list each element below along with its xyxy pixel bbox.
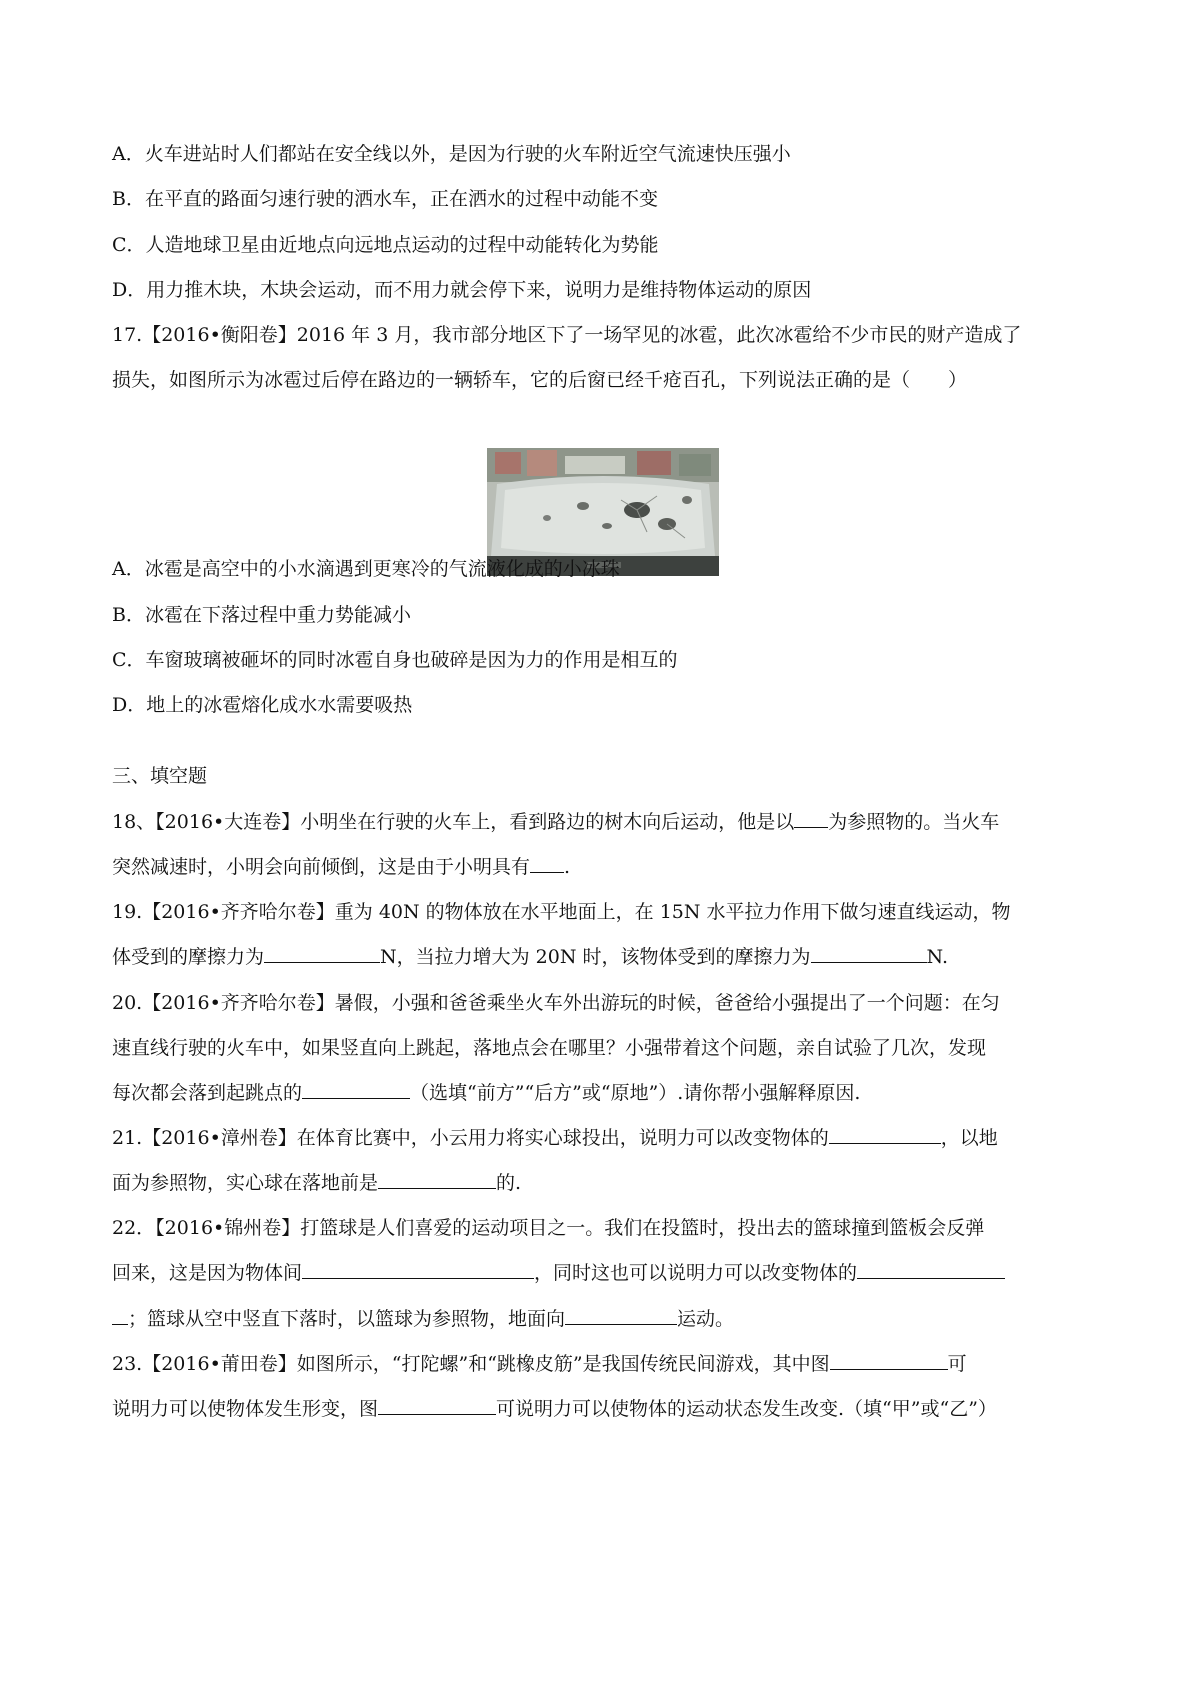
q18-blank-2[interactable] bbox=[530, 854, 564, 873]
q21-text-a: 21.【2016•漳州卷】在体育比赛中，小云用力将实心球投出，说明力可以改变物体的 bbox=[112, 1127, 829, 1149]
q17-option-a: A．冰雹是高空中的小水滴遇到更寒冷的气流液化成的小冰珠 bbox=[112, 558, 620, 580]
q17-option-b: B．冰雹在下落过程中重力势能减小 bbox=[112, 604, 411, 626]
q23-blank-1[interactable] bbox=[830, 1351, 948, 1370]
q18-text-b: 为参照物的。当火车 bbox=[828, 811, 1000, 833]
q23-line1 bbox=[112, 1350, 1102, 1378]
q20-blank-1[interactable] bbox=[302, 1080, 410, 1099]
q20-line3 bbox=[112, 1079, 1102, 1107]
q17-stem-line1: 17.【2016•衡阳卷】2016 年 3 月，我市部分地区下了一场罕见的冰雹，此次冰雹给不少市民的财产造成了 bbox=[112, 324, 1022, 346]
q20-line2: 速直线行驶的火车中，如果竖直向上跳起，落地点会在哪里？小强带着这个问题，亲自试验了几次，发现 bbox=[112, 1037, 987, 1059]
q19-blank-1[interactable] bbox=[264, 944, 380, 963]
q18-text-d: . bbox=[564, 856, 571, 878]
q22-text-a: 回来，这是因为物体间 bbox=[112, 1262, 303, 1284]
q18-line1 bbox=[112, 808, 1102, 836]
q17-option-c: C．车窗玻璃被砸坏的同时冰雹自身也破碎是因为力的作用是相互的 bbox=[112, 649, 678, 671]
q22-line1: 22．【2016•锦州卷】打篮球是人们喜爱的运动项目之一。我们在投篮时，投出去的篮球撞到篮板会反弹 bbox=[112, 1217, 985, 1239]
q22-text-d: 运动。 bbox=[677, 1308, 735, 1330]
q22-blank-2-cont[interactable] bbox=[112, 1306, 128, 1325]
q17-stem-line2: 损失，如图所示为冰雹过后停在路边的一辆轿车，它的后窗已经千疮百孔，下列说法正确的是（ ） bbox=[112, 369, 968, 391]
q23-blank-2[interactable] bbox=[378, 1396, 496, 1415]
q23-line2 bbox=[112, 1395, 1102, 1423]
q22-blank-3[interactable] bbox=[565, 1306, 677, 1325]
q19-line2 bbox=[112, 943, 1102, 971]
q21-blank-2[interactable] bbox=[378, 1170, 496, 1189]
q16-option-b: B．在平直的路面匀速行驶的洒水车，正在洒水的过程中动能不变 bbox=[112, 188, 658, 210]
q22-text-c: ；篮球从空中竖直下落时，以篮球为参照物，地面向 bbox=[128, 1308, 566, 1330]
q21-text-d: 的. bbox=[496, 1172, 522, 1194]
q16-option-d: D．用力推木块，木块会运动，而不用力就会停下来，说明力是维持物体运动的原因 bbox=[112, 279, 812, 301]
q19-blank-2[interactable] bbox=[811, 944, 927, 963]
q22-text-b: ，同时这也可以说明力可以改变物体的 bbox=[534, 1262, 858, 1284]
q18-line2 bbox=[112, 853, 1102, 881]
q19-text-a: 体受到的摩擦力为 bbox=[112, 946, 265, 968]
q21-blank-1[interactable] bbox=[829, 1125, 941, 1144]
q17-option-d: D．地上的冰雹熔化成水水需要吸热 bbox=[112, 694, 413, 716]
q18-blank-1[interactable] bbox=[794, 809, 828, 828]
q23-text-b: 可 bbox=[947, 1353, 967, 1375]
q23-text-d: 可说明力可以使物体的运动状态发生改变.（填“甲”或“乙”） bbox=[496, 1398, 997, 1420]
q20-text-b: （选填“前方”“后方”或“原地”）.请你帮小强解释原因. bbox=[410, 1082, 861, 1104]
q21-text-c: 面为参照物，实心球在落地前是 bbox=[112, 1172, 379, 1194]
q22-line3 bbox=[112, 1305, 1102, 1333]
q23-text-a: 23.【2016•莆田卷】如图所示，“打陀螺”和“跳橡皮筋”是我国传统民间游戏，其中图 bbox=[112, 1353, 830, 1375]
q16-option-a: A．火车进站时人们都站在安全线以外，是因为行驶的火车附近空气流速快压强小 bbox=[112, 143, 791, 165]
q20-line1: 20.【2016•齐齐哈尔卷】暑假，小强和爸爸乘坐火车外出游玩的时候，爸爸给小强提出了一个问题：在匀 bbox=[112, 992, 1000, 1014]
q22-blank-2[interactable] bbox=[857, 1260, 1005, 1279]
q18-text-a: 18、【2016•大连卷】小明坐在行驶的火车上，看到路边的树木向后运动，他是以 bbox=[112, 811, 795, 833]
q16-option-c: C．人造地球卫星由近地点向远地点运动的过程中动能转化为势能 bbox=[112, 234, 659, 256]
section-title: 三、填空题 bbox=[112, 765, 208, 787]
q22-line2 bbox=[112, 1259, 1102, 1287]
q19-line1: 19.【2016•齐齐哈尔卷】重为 40N 的物体放在水平地面上，在 15N 水平拉力作用下做匀速直线运动，物 bbox=[112, 901, 1011, 923]
q18-text-c: 突然减速时，小明会向前倾倒，这是由于小明具有 bbox=[112, 856, 531, 878]
q21-text-b: ，以地 bbox=[940, 1127, 998, 1149]
q21-line1 bbox=[112, 1124, 1102, 1152]
q19-text-c: N. bbox=[926, 946, 948, 968]
q23-text-c: 说明力可以使物体发生形变，图 bbox=[112, 1398, 379, 1420]
q20-text-a: 每次都会落到起跳点的 bbox=[112, 1082, 303, 1104]
q19-text-b: N，当拉力增大为 20N 时，该物体受到的摩擦力为 bbox=[380, 946, 811, 968]
q21-line2 bbox=[112, 1169, 1102, 1197]
q22-blank-1[interactable] bbox=[302, 1260, 534, 1279]
